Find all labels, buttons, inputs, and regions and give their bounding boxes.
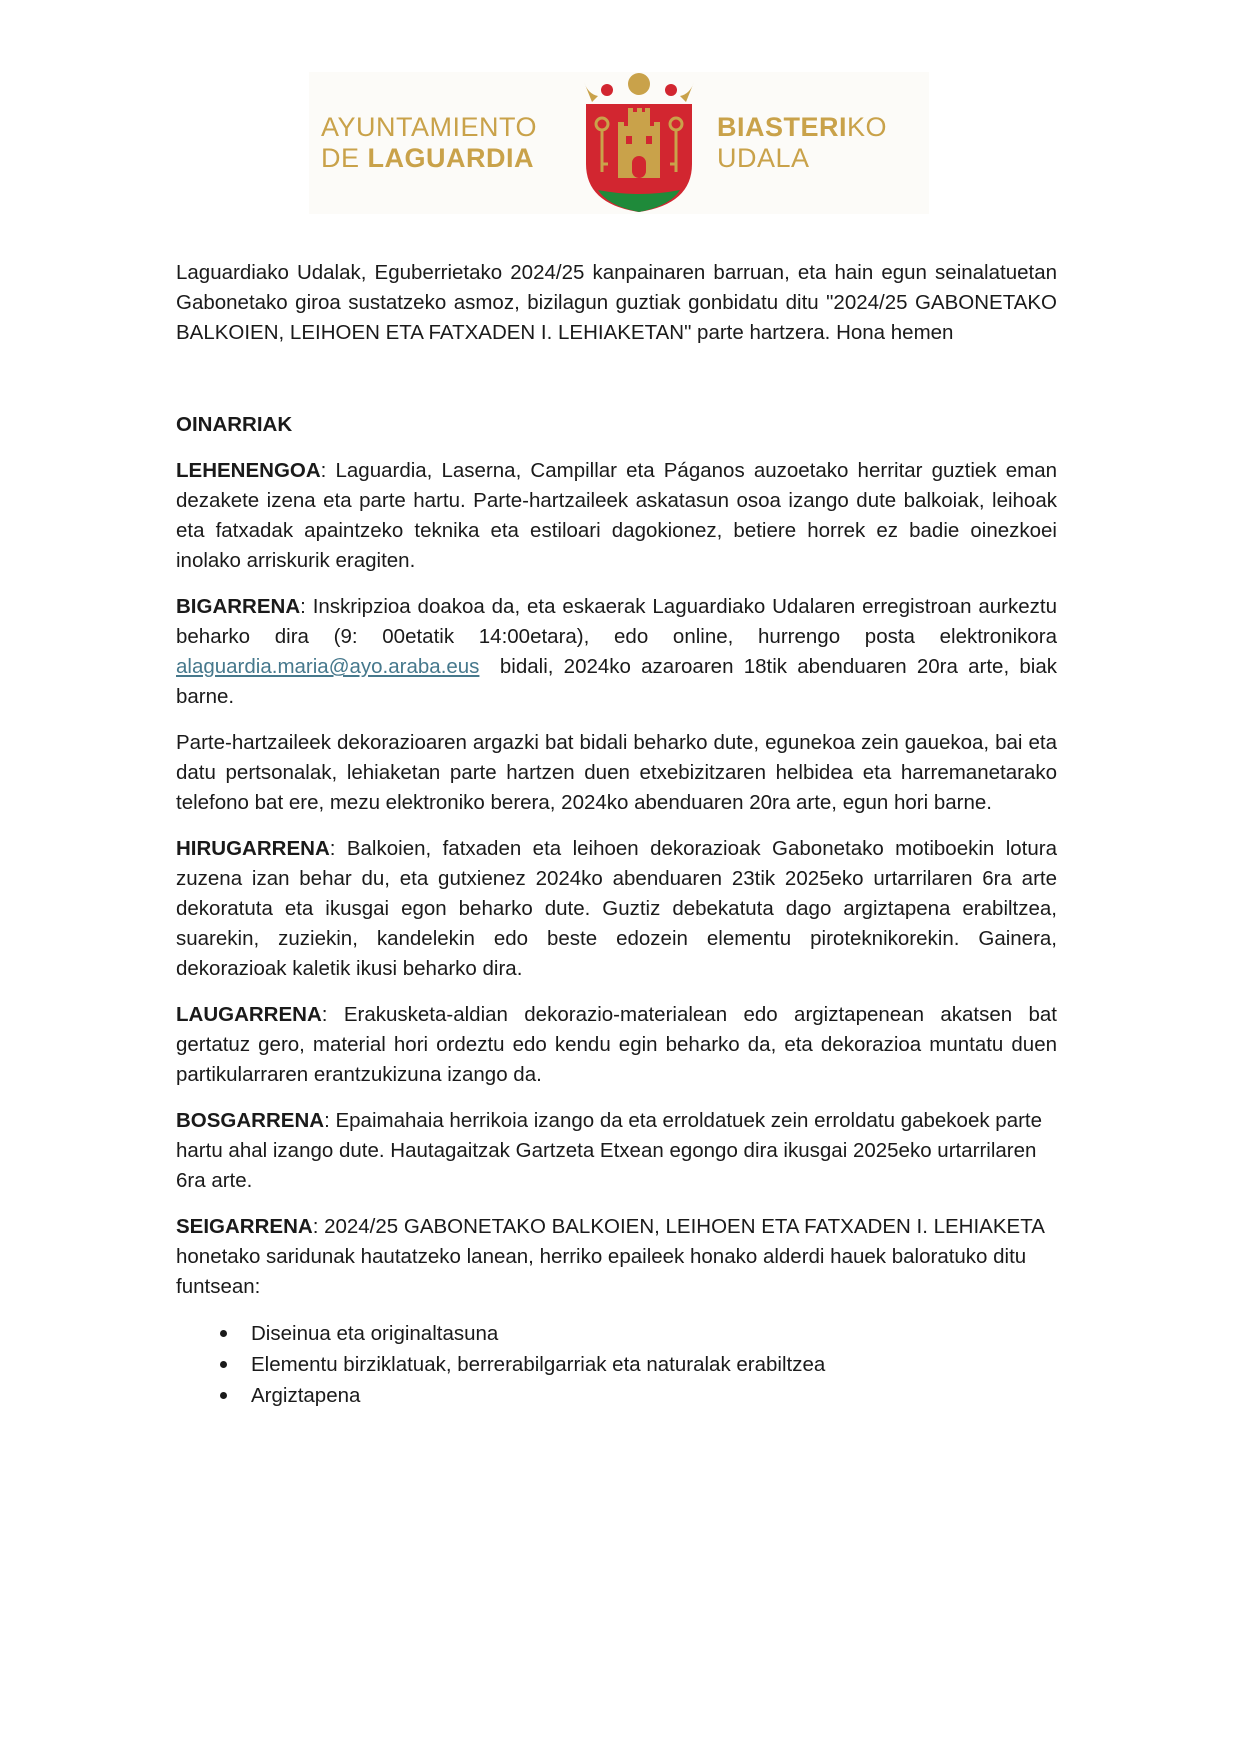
rule-third-text: : Balkoien, fatxaden eta leihoen dekorazioak Gabonetako motiboekin lotura zuzena izan behar du, eta gutxienez 2024ko abenduaren 23tik 2025eko urtarrilaren 6ra arte dekoratuta eta ikusgai egon beharko dute. Guztiz debekatuta dago argiztapena erabiltzea, suarekin, zuziekin, kandelekin edo beste edozein elementu piroteknikorekin. Gainera, dekorazioak kaletik ikusi beharko dira. (176, 837, 1057, 980)
rule-sixth-label: SEIGARRENA (176, 1215, 313, 1238)
logo-left-line2: DE LAGUARDIA (321, 143, 535, 173)
coat-of-arms-icon (574, 72, 704, 214)
rule-sixth-text: : 2024/25 GABONETAKO BALKOIEN, LEIHOEN ETA FATXADEN I. LEHIAKETA honetako saridunak hautatzeko lanean, herriko epaileek honako alderdi hauek baloratuko ditu funtsean: (176, 1215, 1044, 1298)
bullet-icon (220, 1361, 227, 1368)
rule-second-text-a: : Inskripzioa doakoa da, eta eskaerak Laguardiako Udalaren erregistroan aurkeztu beharko dira (9: 00etatik 14:00etara), edo online, hurrengo posta elektronikora (176, 595, 1057, 648)
rule-fourth-text: : Erakusketa-aldian dekorazio-materialean edo argiztapenean akatsen bat gertatuz gero, material hori ordeztu edo kendu egin beharko da, eta dekorazioa muntatu duen partikularraren erantzukizuna izango da. (176, 1003, 1057, 1086)
criteria-list (176, 1318, 1057, 1411)
rule-fourth-label: LAUGARRENA (176, 1003, 322, 1026)
rule-fourth (176, 1000, 1057, 1090)
logo-left-line1: AYUNTAMIENTO (321, 112, 538, 142)
rule-fifth (176, 1106, 1057, 1196)
document-body (176, 258, 1063, 1411)
logo-text-spanish (321, 112, 561, 174)
rule-second-text-b: bidali, 2024ko azaroaren 18tik abenduaren 20ra arte, biak barne. (176, 655, 1063, 708)
rule-third (176, 834, 1057, 984)
logo-text-basque (717, 112, 917, 174)
intro-paragraph: Laguardiako Udalak, Eguberrietako 2024/25 kanpainaren barruan, eta hain egun seinalatuetan Gabonetako giroa sustatzeko asmoz, bizilagun guztiak gonbidatu ditu "2024/25 GABONETAKO BALKOIEN, LEIHOEN ETA FATXADEN I. LEHIAKETAN" parte hartzera. Hona hemen (176, 261, 1057, 344)
rule-first-label: LEHENENGOA (176, 459, 321, 482)
email-link[interactable]: alaguardia.maria@ayo.araba.eus (176, 655, 480, 678)
rule-fifth-text: : Epaimahaia herrikoia izango da eta erroldatuek zein erroldatu gabekoek parte hartu ahal izango dute. Hautagaitzak Gartzeta Etxean egongo dira ikusgai 2025eko urtarrilaren 6ra arte. (176, 1109, 1043, 1192)
rule-second (176, 592, 1063, 712)
logo-right-line2: UDALA (717, 143, 810, 173)
rule-sixth (176, 1212, 1057, 1302)
rule-first-text: : Laguardia, Laserna, Campillar eta Páganos auzoetako herritar guztiek eman dezakete izena eta parte hartu. Parte-hartzaileek askatasun osoa izango dute balkoiak, leihoak eta fatxadak apaintzeko teknika eta estiloari dagokionez, betiere horrek ez badie oinezkoei inolako arriskurik eragiten. (176, 459, 1057, 572)
list-item: Argiztapena (176, 1380, 1057, 1411)
list-item: Diseinua eta originaltasuna (176, 1318, 1057, 1349)
rule-second-label: BIGARRENA (176, 595, 301, 618)
logo-right-line1: BIASTERIKO (717, 112, 888, 142)
bullet-icon (220, 1330, 227, 1337)
rule-third-label: HIRUGARRENA (176, 837, 330, 860)
section-title: OINARRIAK (176, 413, 293, 436)
rule-first (176, 456, 1057, 576)
rule-second-extra: Parte-hartzaileek dekorazioaren argazki bat bidali beharko dute, egunekoa zein gauekoa, bai eta datu pertsonalak, lehiaketan parte hartzen duen etxebizitzaren helbidea eta harremanetarako telefono bat ere, mezu elektroniko berera, 2024ko abenduaren 20ra arte, egun hori barne. (176, 731, 1057, 814)
rule-fifth-label: BOSGARRENA (176, 1109, 325, 1132)
list-item: Elementu birziklatuak, berrerabilgarriak eta naturalak erabiltzea (176, 1349, 1057, 1380)
bullet-icon (220, 1392, 227, 1399)
letterhead (309, 72, 929, 214)
